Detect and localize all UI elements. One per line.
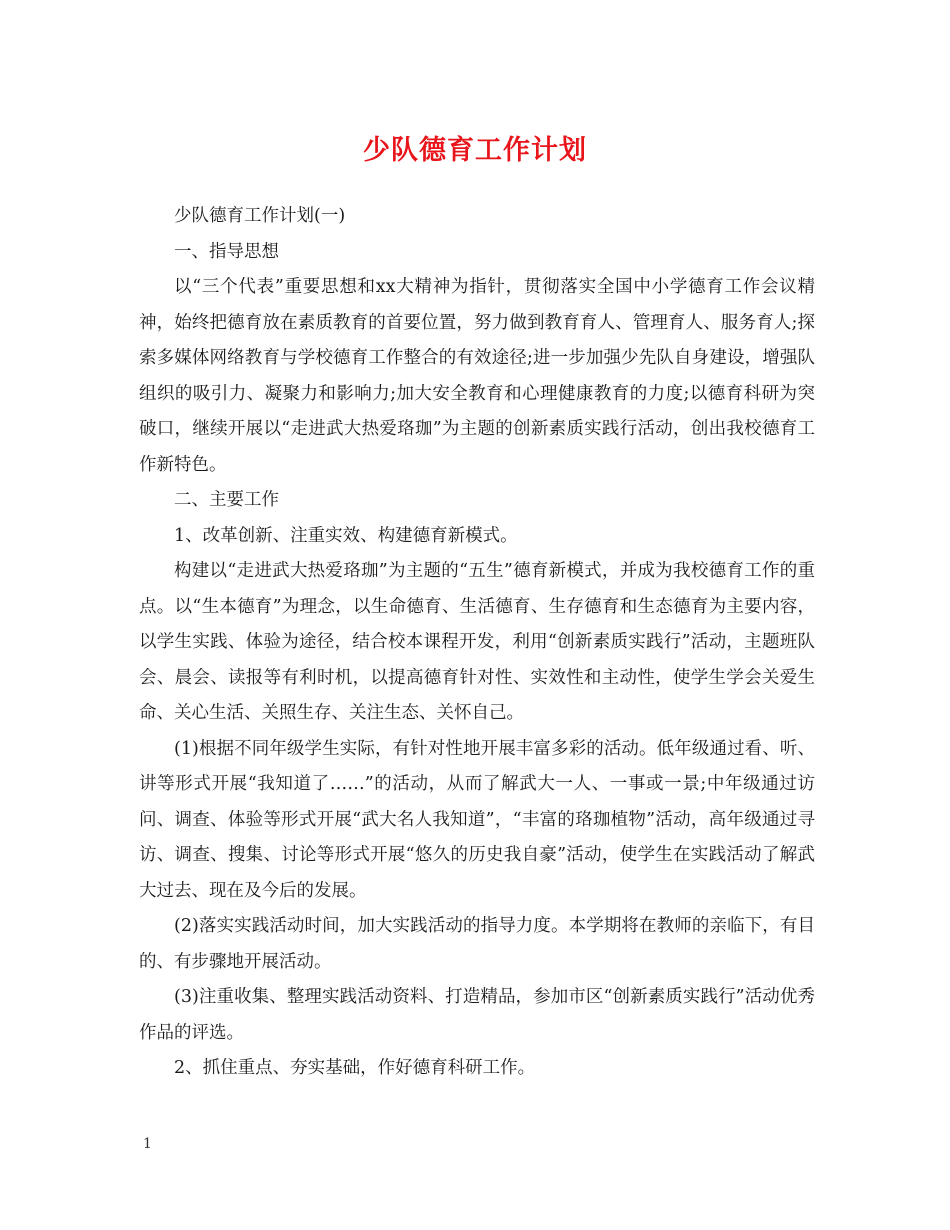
paragraph-heading-guiding-ideology: 一、指导思想 [174, 241, 279, 262]
paragraph-item-1-body: 构建以“走进武大热爱珞珈”为主题的“五生”德育新模式，并成为我校德育工作的重点。以“生本德育”为理念，以生命德育、生活德育、生存德育和生态德育为主要内容，以学生实践、体验为途径，结合校本课程开发，利用“创新素质实践行”活动，主题班队会、晨会、读报等有利时机，以提高德育针对性、实效性和主动性，使学生学会关爱生命、关心生活、关照生存、关注生态、关怀自己。 [139, 561, 815, 723]
paragraph-subitem-2: (2)落实实践活动时间，加大实践活动的指导力度。本学期将在教师的亲临下，有目的、有步骤地开展活动。 [139, 916, 815, 972]
paragraph-subitem-3: (3)注重收集、整理实践活动资料、打造精品，参加市区“创新素质实践行”活动优秀作品的评选。 [139, 987, 815, 1043]
paragraph-subitem-1: (1)根据不同年级学生实际，有针对性地开展丰富多彩的活动。低年级通过看、听、讲等形式开展“我知道了……”的活动，从而了解武大一人、一事或一景;中年级通过访问、调查、体验等形式开展“武大名人我知道”，“丰富的珞珈植物”活动，高年级通过寻访、调查、搜集、讨论等形式开展“悠久的历史我自豪”活动，使学生在实践活动了解武大过去、现在及今后的发展。 [139, 738, 815, 901]
paragraph-subtitle: 少队德育工作计划(一) [174, 206, 346, 226]
document-body [139, 199, 815, 1087]
paragraph-item-2-heading: 2、抓住重点、夯实基础，作好德育科研工作。 [174, 1058, 536, 1078]
paragraph-guiding-ideology: 以“三个代表”重要思想和xx大精神为指针，贯彻落实全国中小学德育工作会议精神，始终把德育放在素质教育的首要位置，努力做到教育育人、管理育人、服务育人;探索多媒体网络教育与学校德育工作整合的有效途径;进一步加强少先队自身建设，增强队组织的吸引力、凝聚力和影响力;加大安全教育和心理健康教育的力度;以德育科研为突破口，继续开展以“走进武大热爱珞珈”为主题的创新素质实践行活动，创出我校德育工作新特色。 [139, 277, 815, 475]
paragraph-heading-main-work: 二、主要工作 [174, 490, 279, 510]
page-number: 1 [143, 1136, 152, 1152]
paragraph-item-1-heading: 1、改革创新、注重实效、构建德育新模式。 [174, 525, 518, 546]
document-title: 少队德育工作计划 [363, 135, 587, 166]
